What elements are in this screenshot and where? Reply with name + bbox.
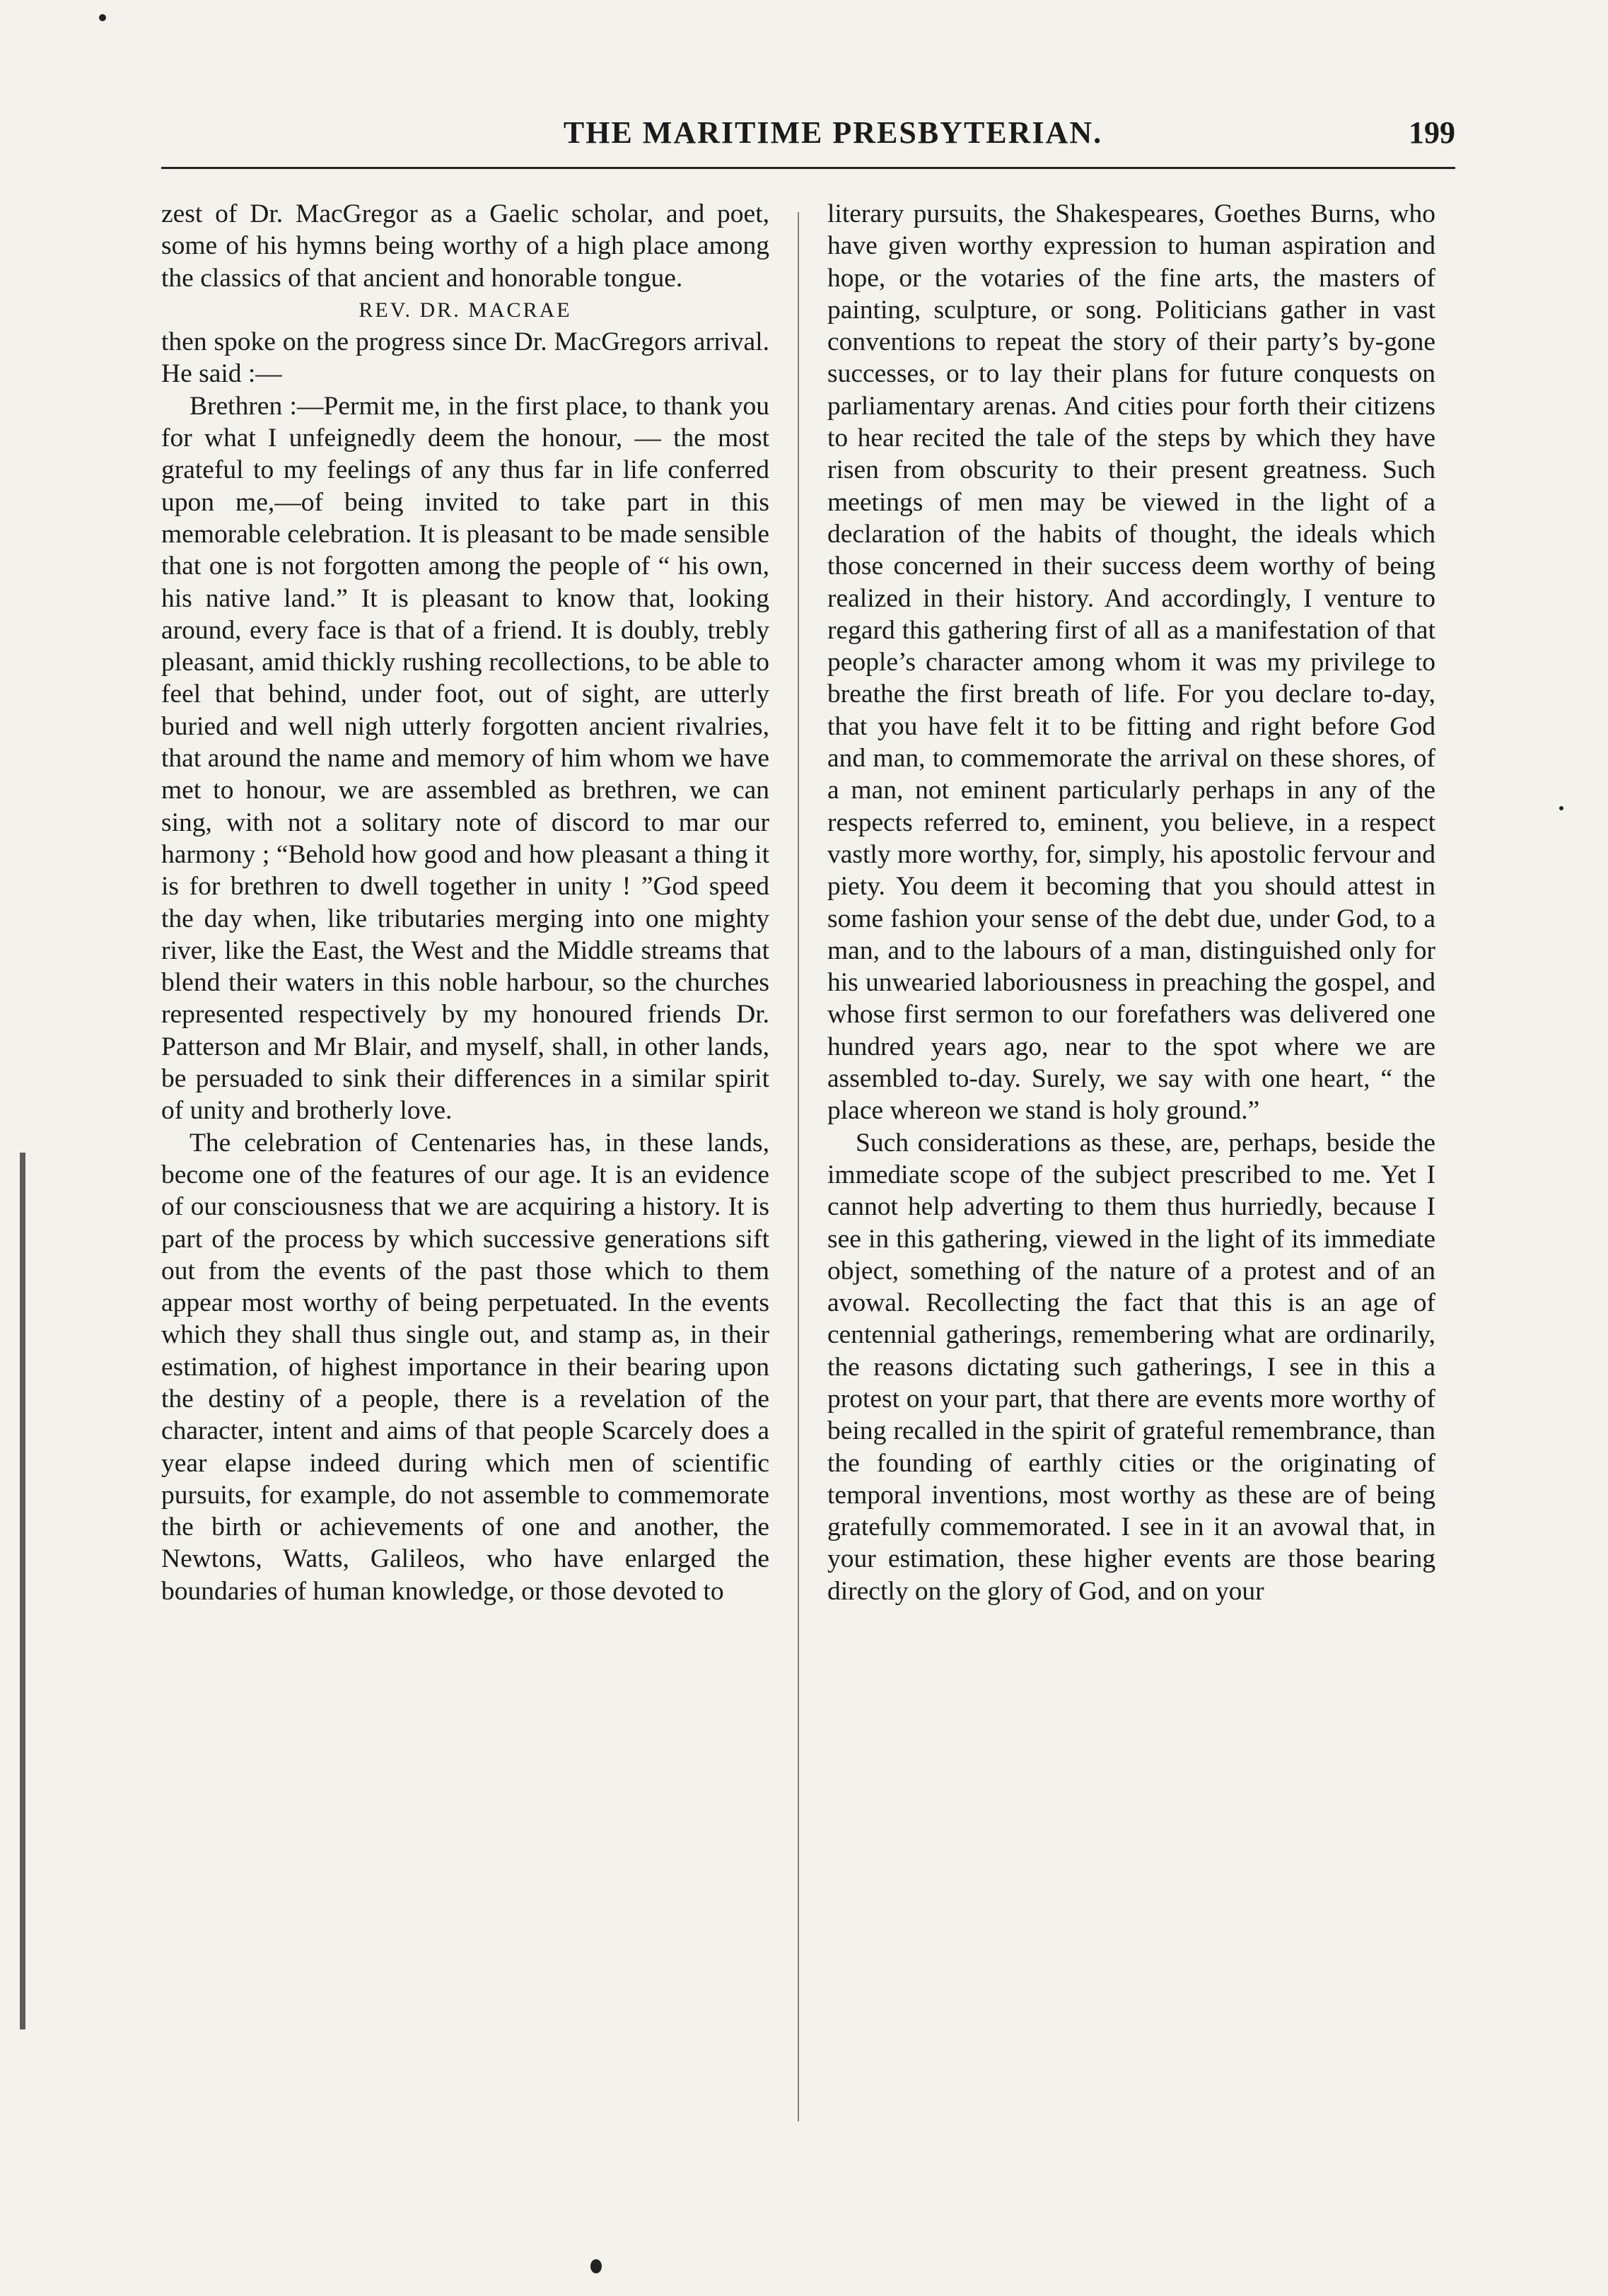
paragraph: The celebration of Centenaries has, in these lands, become one of the features of our age. It is an evidence of our consciousness that we are acquiring a history. It is part of the process by which successive generations sift out from the events of the past those which to them appear most worthy of being perpetuated. In the events which they shall thus single out, and stamp as, in their estimation, of highest importance in their bearing upon the destiny of a people, there is a revelation of the character, intent and aims of that people Scarcely does a year elapse indeed during which men of scientific pursuits, for example, do not assemble to commemorate the birth or achievements of one and another, the Newtons, Watts, Galileos, who have enlarged the boundaries of human knowledge, or those devoted to [161, 1128, 769, 1606]
scan-speck [1559, 806, 1563, 810]
paragraph: Such considerations as these, are, perhaps, beside the immediate scope of the subject prescribed to me. Yet I cannot help adverting to them thus hurriedly, because I see in this gathering, viewed in the light of its immediate object, something of the nature of a protest and of an avowal. Recollecting the fact that this is an age of centennial gatherings, remembering what are ordinarily, the reasons dictating such gatherings, I see in this a protest on your part, that there are events more worthy of being recalled in the spirit of grateful remembrance, than the founding of earthly cities or the originating of temporal inventions, most worthy as these are of being gratefully commemorated. I see in it an avowal that, in your estimation, these higher events are those bearing directly on the glory of God, and on your [827, 1128, 1435, 1606]
column-divider [798, 212, 799, 2121]
page-number: 199 [1409, 115, 1455, 150]
paragraph: Brethren :—Permit me, in the first place, to thank you for what I unfeignedly deem the honour, — the most grateful to my feelings of any thus far in life conferred upon me,—of being invited to take part in this memorable celebration. It is pleasant to be made sensible that one is not forgotten among the people of “ his own, his native land.” It is pleasant to know that, looking around, every face is that of a friend. It is doubly, trebly pleasant, amid thickly rushing recollections, to be able to feel that behind, under foot, out of sight, are utterly buried and well nigh utterly forgotten ancient rivalries, that around the name and memory of him whom we have met to honour, we are assembled as brethren, we can sing, with not a solitary note of discord to mar our harmony ; “Behold how good and how pleasant a thing it is for brethren to dwell together in unity ! ”God speed the day when, like tributaries merging into one mighty river, like the East, the West and the Middle streams that blend their waters in this noble harbour, so the churches represented respectively by my honoured friends Dr. Patterson and Mr Blair, and myself, shall, in other lands, be persuaded to sink their differences in a similar spirit of unity and brotherly love. [161, 391, 769, 1126]
paragraph: literary pursuits, the Shakespeares, Goethes Burns, who have given worthy expression to human aspiration and hope, or the votaries of the fine arts, the masters of painting, sculpture, or song. Politicians gather in vast conventions to repeat the story of their party’s by-gone successes, or to lay their plans for future conquests on parliamentary arenas. And cities pour forth their citizens to hear recited the tale of the steps by which they have risen from obscurity to their present greatness. Such meetings of men may be viewed in the light of a declaration of the habits of thought, the ideals which those concerned in their success deem worthy of being realized in their history. And accordingly, I venture to regard this gathering first of all as a manifestation of that people’s character among whom it was my privilege to breathe the first breath of life. For you declare to-day, that you have felt it to be fitting and right before God and man, to commemorate the arrival on these shores, of a man, not eminent particularly perhaps in any of the respects referred to, eminent, you believe, in a respect vastly more worthy, for, simply, his apostolic fervour and piety. You deem it becoming that you should attest in some fashion your sense of the debt due, under God, to a man, and to the labours of a man, distinguished only for his unwearied laboriousness in preaching the gospel, and whose first sermon to our forefathers was delivered one hundred years ago, near to the spot where we are assembled to-day. Surely, we say with one heart, “ the place whereon we stand is holy ground.” [827, 199, 1435, 1126]
paragraph: zest of Dr. MacGregor as a Gaelic scholar, and poet, some of his hymns being worthy of a high place among the classics of that ancient and honorable tongue. [161, 199, 769, 293]
paragraph: then spoke on the progress since Dr. MacGregors arrival. He said :— [161, 327, 769, 389]
journal-title: THE MARITIME PRESBYTERIAN. [563, 115, 1103, 150]
section-heading: REV. DR. MACRAE [359, 298, 572, 322]
right-column [827, 198, 1435, 2192]
scan-speck [99, 14, 106, 21]
scan-margin-mark [20, 1153, 25, 2029]
scan-speck [590, 2259, 602, 2273]
left-column [161, 198, 769, 2192]
running-header [161, 115, 1455, 164]
header-rule [161, 167, 1455, 169]
